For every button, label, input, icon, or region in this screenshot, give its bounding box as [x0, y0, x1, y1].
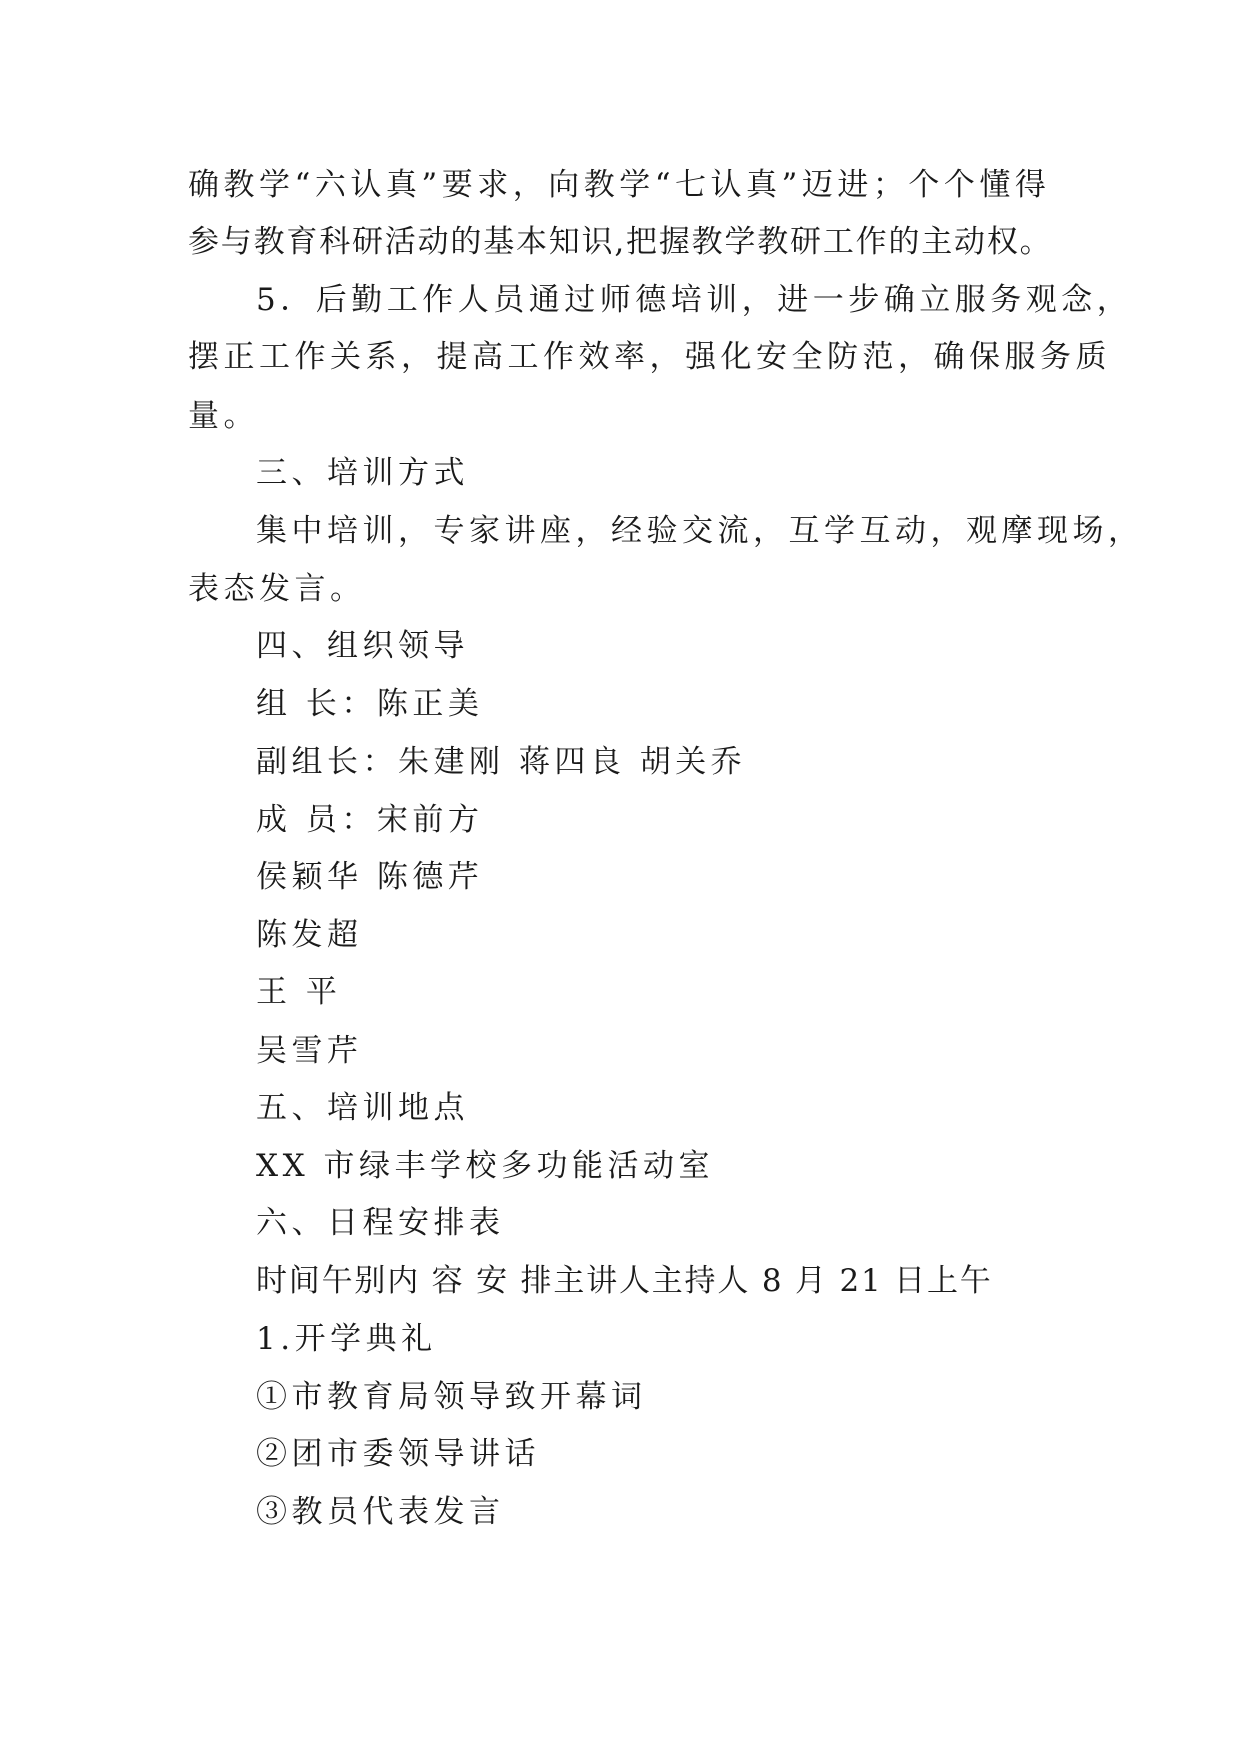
paragraph-line: ①市教育局领导致开幕词	[256, 1379, 647, 1415]
section-heading: 五、培训地点	[256, 1090, 469, 1126]
paragraph-line: 确教学“六认真”要求，向教学“七认真”迈进；个个懂得	[188, 167, 1051, 203]
paragraph-line: 1.开学典礼	[256, 1321, 437, 1357]
paragraph-line: 集中培训，专家讲座，经验交流，互学互动，观摩现场，	[256, 513, 1144, 549]
paragraph-line: ③教员代表发言	[256, 1494, 505, 1530]
paragraph-line: 成 员：宋前方	[256, 802, 484, 838]
paragraph-line: 表态发言。	[188, 571, 366, 607]
paragraph-line: 参与教育科研活动的基本知识,把握教学教研工作的主动权。	[188, 224, 1053, 260]
paragraph-line: 吴雪芹	[256, 1033, 363, 1069]
paragraph-line: 5．后勤工作人员通过师德培训，进一步确立服务观念，	[256, 282, 1133, 318]
paragraph-line: ②团市委领导讲话	[256, 1436, 540, 1472]
paragraph-line: 副组长：朱建刚 蒋四良 胡关乔	[256, 744, 747, 780]
paragraph-line: 陈发超	[256, 917, 363, 953]
section-heading: 四、组织领导	[256, 628, 469, 664]
section-heading: 六、日程安排表	[256, 1205, 505, 1241]
paragraph-line: 组 长：陈正美	[256, 686, 484, 722]
paragraph-line: XX 市绿丰学校多功能活动室	[256, 1148, 714, 1184]
paragraph-line: 量。	[188, 398, 259, 434]
section-heading: 三、培训方式	[256, 455, 469, 491]
paragraph-line: 王 平	[256, 974, 342, 1010]
paragraph-line: 摆正工作关系，提高工作效率，强化安全防范，确保服务质	[188, 339, 1111, 375]
paragraph-line: 时间午别内 容 安 排主讲人主持人 8 月 21 日上午	[256, 1263, 993, 1299]
paragraph-line: 侯颖华 陈德芹	[256, 859, 484, 895]
